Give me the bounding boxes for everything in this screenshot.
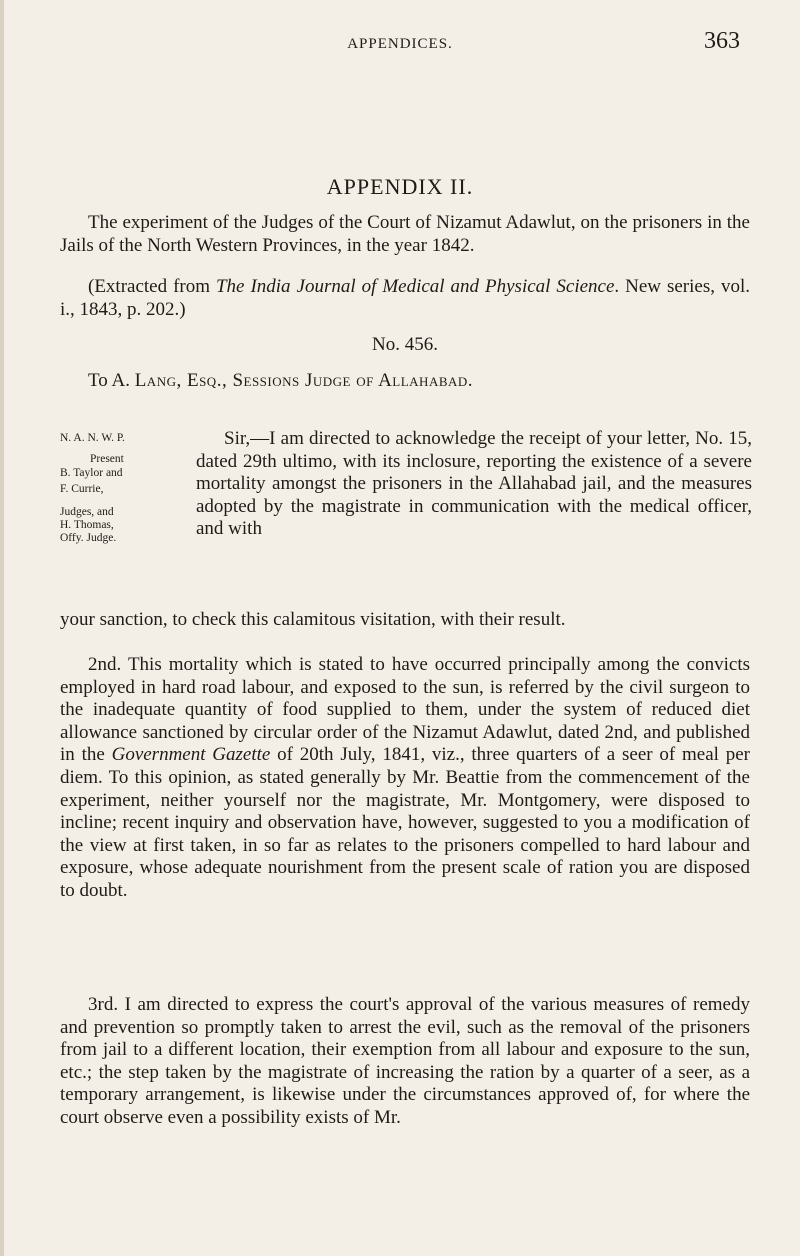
page-number: 363	[704, 28, 740, 54]
paragraph-2	[60, 654, 750, 903]
addressee-prefix: To A.	[88, 370, 135, 391]
gazette-title: Government Gazette	[111, 744, 271, 766]
margin-note: Offy. Judge.	[60, 532, 117, 545]
paragraph-2-text: 2nd. This mortality which is stated to have occurred principally among the convicts employed in hard road labour, and exposed to the sun, is referred by the civil surgeon to the inadequate quantity of food supplied to them, under the system of reduced diet allowance sanctioned by circular order of the Nizamut Adawlut, dated 2nd, and published in the	[60, 654, 750, 766]
source-citation	[60, 276, 750, 321]
journal-title: The India Journal of Medical and Physical Science	[215, 276, 615, 297]
appendix-title: APPENDIX II.	[326, 174, 474, 199]
paragraph-1-part-1: Sir,—I am directed to acknowledge the receipt of your letter, No. 15, dated 29th ultimo, with its inclosure, reporting the existence of a severe mortality amongst the prisoners in the Allahabad jail, and the measures adopted by the magistrate in communication with the medical officer, and with	[196, 428, 752, 540]
margin-note: Present	[90, 453, 124, 466]
source-prefix: (Extracted from	[88, 276, 216, 297]
paragraph-1-part-2: your sanction, to check this calamitous visitation, with their result.	[60, 609, 566, 630]
addressee-name: Lang, Esq., Sessions Judge of Allahabad.	[134, 370, 474, 391]
addressee-line	[88, 370, 750, 393]
margin-note: N. A. N. W. P.	[60, 432, 125, 444]
margin-notes	[60, 430, 172, 546]
margin-note: Judges, and	[60, 505, 114, 518]
letter-number: No. 456.	[372, 334, 438, 355]
running-head: APPENDICES.	[347, 36, 453, 52]
margin-note: H. Thomas,	[60, 519, 114, 532]
intro-paragraph: The experiment of the Judges of the Court of Nizamut Adawlut, on the prisoners in the Jails of the North Western Provinces, in the year 1842.	[60, 212, 750, 256]
source-suffix: . New series, vol. i., 1843, p. 202.)	[60, 276, 750, 320]
paragraph-2-text-cont: of 20th July, 1841, viz., three quarters of a seer of meal per diem. To this opinion, as stated generally by Mr. Beattie from the commencement of the experiment, neither yourself nor the magistrate, Mr. Montgomery, were disposed to incline; recent inquiry and observation have, however, suggested to you a modification of the view at first taken, in so far as relates to the prisoners compelled to hard labour and exposure, whose adequate nourishment from the present scale of ration you are disposed to doubt.	[60, 744, 750, 901]
margin-note: F. Currie,	[60, 483, 104, 496]
margin-note: B. Taylor and	[60, 466, 123, 479]
paragraph-3: 3rd. I am directed to express the court's approval of the various measures of remedy and prevention so promptly taken to arrest the evil, such as the removal of the prisoners from jail to a different location, their exemption from all labour and exposure to the sun, etc.; the step taken by the magistrate of increasing the ration by a quarter of a seer, as a temporary arrangement, is likewise under the circumstances approved of, for where the court observe even a possibility exists of Mr.	[60, 994, 750, 1128]
